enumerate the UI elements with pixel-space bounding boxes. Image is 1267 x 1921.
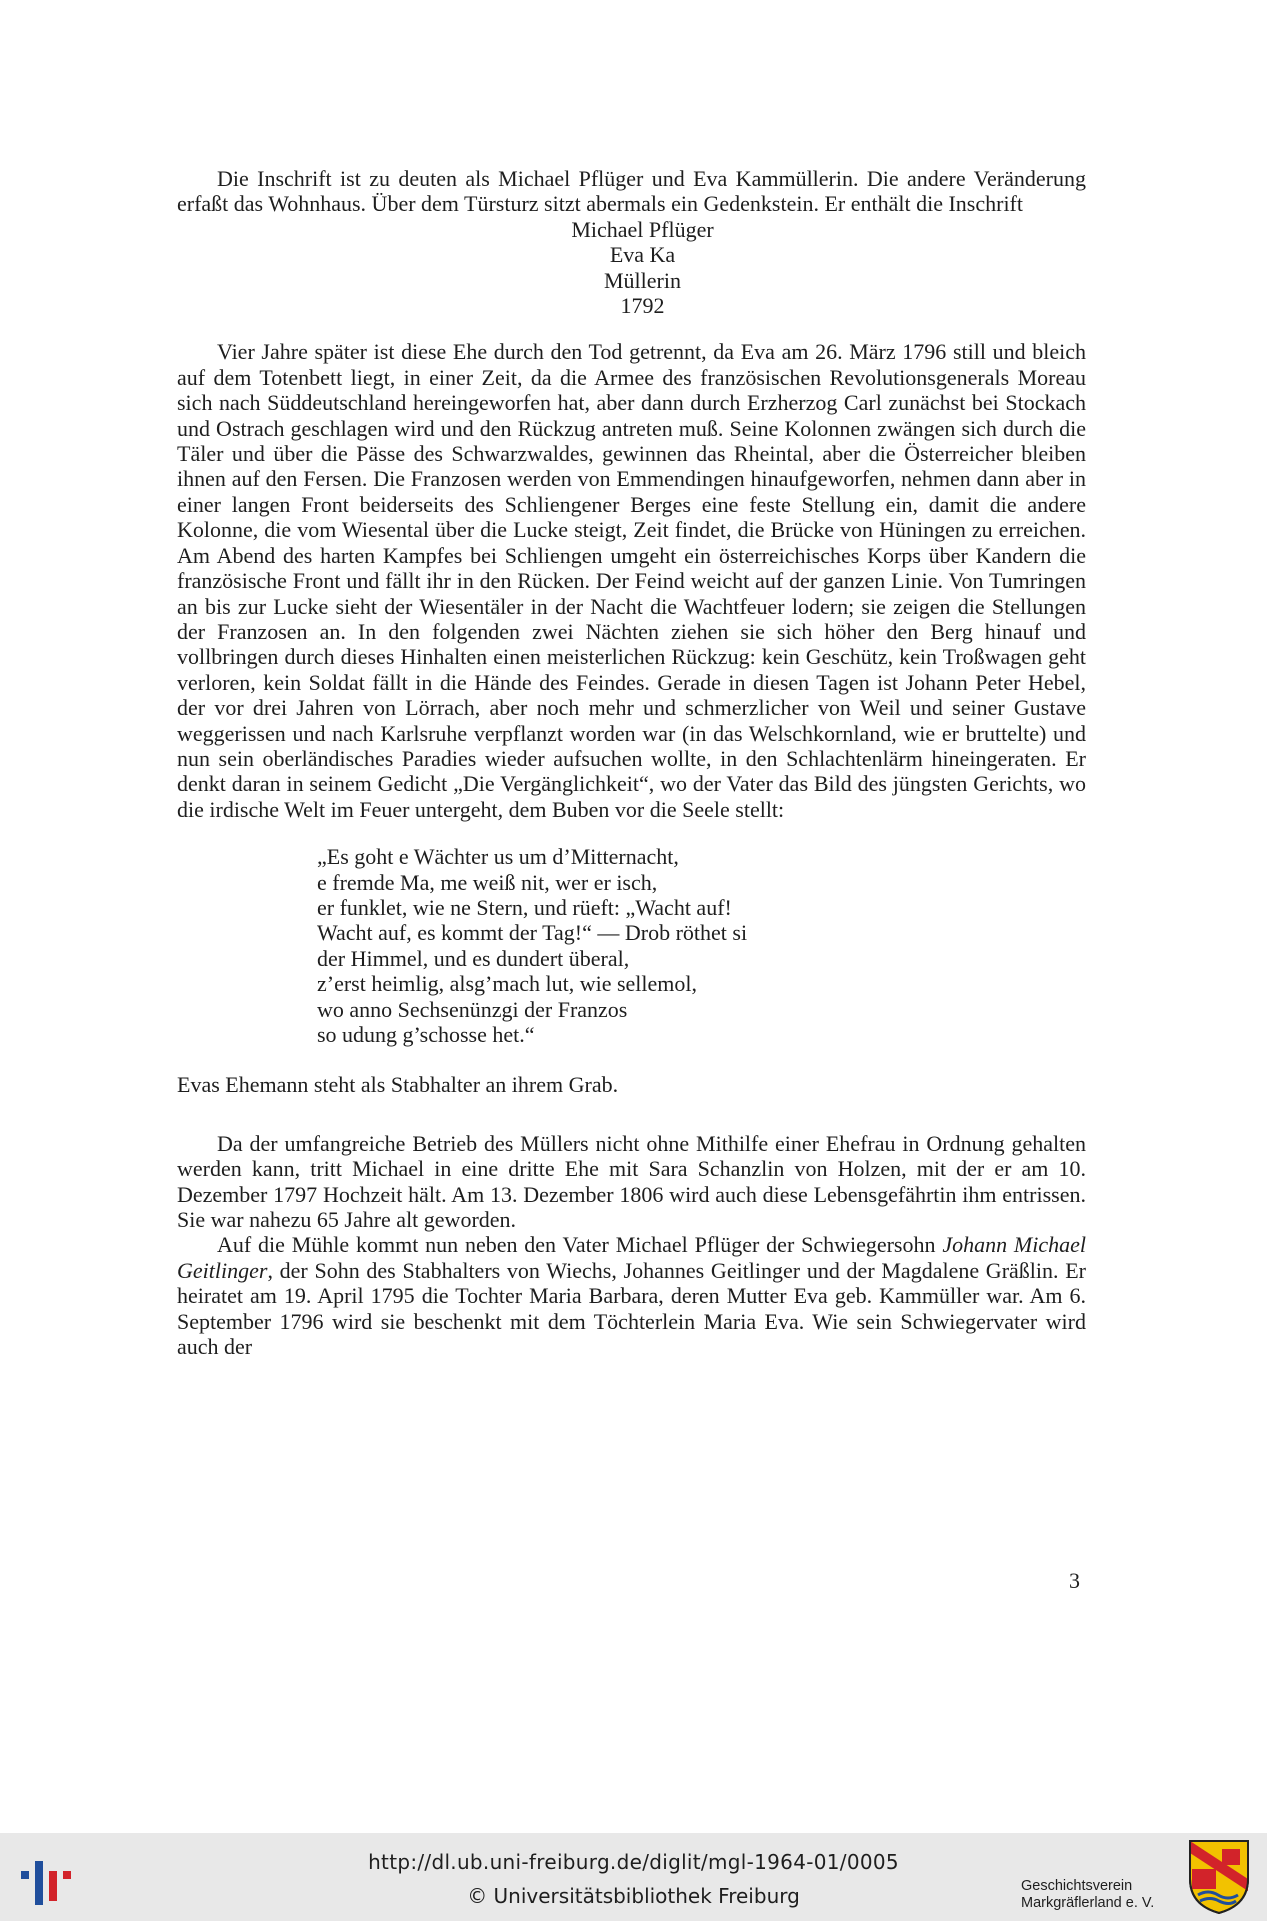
poem-line: wo anno Sechsenünzgi der Franzos — [317, 996, 628, 1022]
paragraph-4: Da der umfangreiche Betrieb des Müllers nicht ohne Mithilfe einer Ehefrau in Ordnung gehalten werden kann, tritt Michael in eine dritte Ehe mit Sara Schanzlin von Holzen, mit der er am 10. Dezember 1797 Hochzeit hält. Am 13. Dezember 1806 wird auch diese Lebensgefährtin ihm entrissen. Sie war nahezu 65 Jahre alt geworden. — [177, 1130, 1086, 1233]
poem-quote — [177, 844, 1086, 1047]
society-name-line-1: Geschichtsverein — [1021, 1878, 1133, 1894]
coat-of-arms-icon[interactable] — [1188, 1839, 1250, 1915]
paragraph-3: Evas Ehemann steht als Stabhalter an ihrem Grab. — [177, 1072, 619, 1098]
poem-line: er funklet, wie ne Stern, und rüeft: „Wacht auf! — [317, 894, 732, 920]
person-name-italic: Johann Michael Geitlinger — [177, 1232, 1086, 1283]
poem-line: Wacht auf, es kommt der Tag!“ — Drob röthet si — [317, 920, 748, 946]
footer-bar — [0, 1833, 1267, 1921]
inscription-line: Müllerin — [604, 267, 681, 293]
poem-line: so udung g’schosse het.“ — [317, 1022, 535, 1047]
page-number: 3 — [1069, 1568, 1080, 1593]
paragraph-5-start: Auf die Mühle kommt nun neben den Vater Michael Pflüger der Schwiegersohn — [217, 1232, 943, 1258]
inscription-line: Michael Pflüger — [571, 216, 714, 242]
poem-line: „Es goht e Wächter us um d’Mitternacht, — [317, 844, 679, 870]
society-name-line-2: Markgräflerland e. V. — [1021, 1895, 1155, 1911]
paragraph-1: Die Inschrift ist zu deuten als Michael Pflüger und Eva Kammüllerin. Die andere Veränderung erfaßt das Wohnhaus. Über dem Türsturz sitzt abermals ein Gedenkstein. Er enthält die Inschrift — [177, 166, 1086, 217]
poem-line: e fremde Ma, me weiß nit, wer er isch, — [317, 869, 658, 895]
society-name — [1021, 1878, 1181, 1912]
inscription-line: Eva Ka — [609, 242, 676, 268]
permalink-url[interactable]: http://dl.ub.uni-freiburg.de/diglit/mgl-1964-01/0005 — [368, 1850, 899, 1874]
paragraph-2: Vier Jahre später ist diese Ehe durch den Tod getrennt, da Eva am 26. März 1796 still und bleich auf dem Totenbett liegt, in einer Zeit, da die Armee des französischen Revolutionsgenerals Moreau sich nach Süddeutschland hereingeworfen hat, aber dann durch Erzherzog Carl zunächst bei Stockach und Ostrach geschlagen wird und den Rückzug antreten muß. Seine Kolonnen zwängen sich durch die Täler und über die Pässe des Schwarzwaldes, gewinnen das Rheintal, aber die Österreicher bleiben ihnen auf den Fersen. Die Franzosen werden von Emmendingen hinaufgeworfen, nehmen dann aber in einer langen Front beiderseits des Schliengener Berges eine feste Stellung ein, damit die andere Kolonne, die vom Wiesental über die Lucke steigt, Zeit findet, die Brücke von Hüningen zu erreichen. Am Abend des harten Kampfes bei Schliengen umgeht ein österreichisches Korps über Kandern die französische Front und fällt ihr in den Rücken. Der Feind weicht auf der ganzen Linie. Von Tumringen an bis zur Lucke sieht der Wiesentäler in der Nacht die Wachtfeuer lodern; sie zeigen die Stellungen der Franzosen an. In den folgenden zwei Nächten ziehen sie sich höher den Berg hinauf und vollbringen durch dieses Hinhalten einen meisterlichen Rückzug: kein Geschütz, kein Troßwagen geht verloren, kein Soldat fällt in die Hände des Feindes. Gerade in diesen Tagen ist Johann Peter Hebel, der vor drei Jahren von Lörrach, aber noch mehr und schmerzlicher von Weil und seiner Gustave weggerissen und nach Karlsruhe verpflanzt worden war (in das Welschkornland, wie er bruttelte) und nun sein oberländisches Paradies wieder aufsuchen wollte, in den Schlachtenlärm hineingeraten. Er denkt daran in seinem Gedicht „Die Vergänglichkeit“, wo der Vater das Bild des jüngsten Gerichts, wo die irdische Welt im Feuer untergeht, dem Buben vor die Seele stellt: — [177, 339, 1086, 822]
copyright-notice: © Universitätsbibliothek Freiburg — [467, 1884, 800, 1908]
paragraph-5-rest: , der Sohn des Stabhalters von Wiechs, Johannes Geitlinger und der Magdalene Gräßlin. Er heiratet am 19. April 1795 die Tochter Maria Barbara, deren Mutter Eva geb. Kammüller war. Am 6. September 1796 wird sie beschenkt mit dem Töchterlein Maria Eva. Wie sein Schwiegervater wird auch der — [177, 1257, 1086, 1360]
inscription-line: 1792 — [620, 293, 665, 319]
page-body — [177, 166, 1086, 1359]
poem-line: z’erst heimlig, alsg’mach lut, wie sellemol, — [317, 971, 698, 997]
poem-line: der Himmel, und es dundert überal, — [317, 945, 630, 971]
paragraph-5 — [177, 1232, 1086, 1359]
inscription-block — [177, 217, 1086, 319]
